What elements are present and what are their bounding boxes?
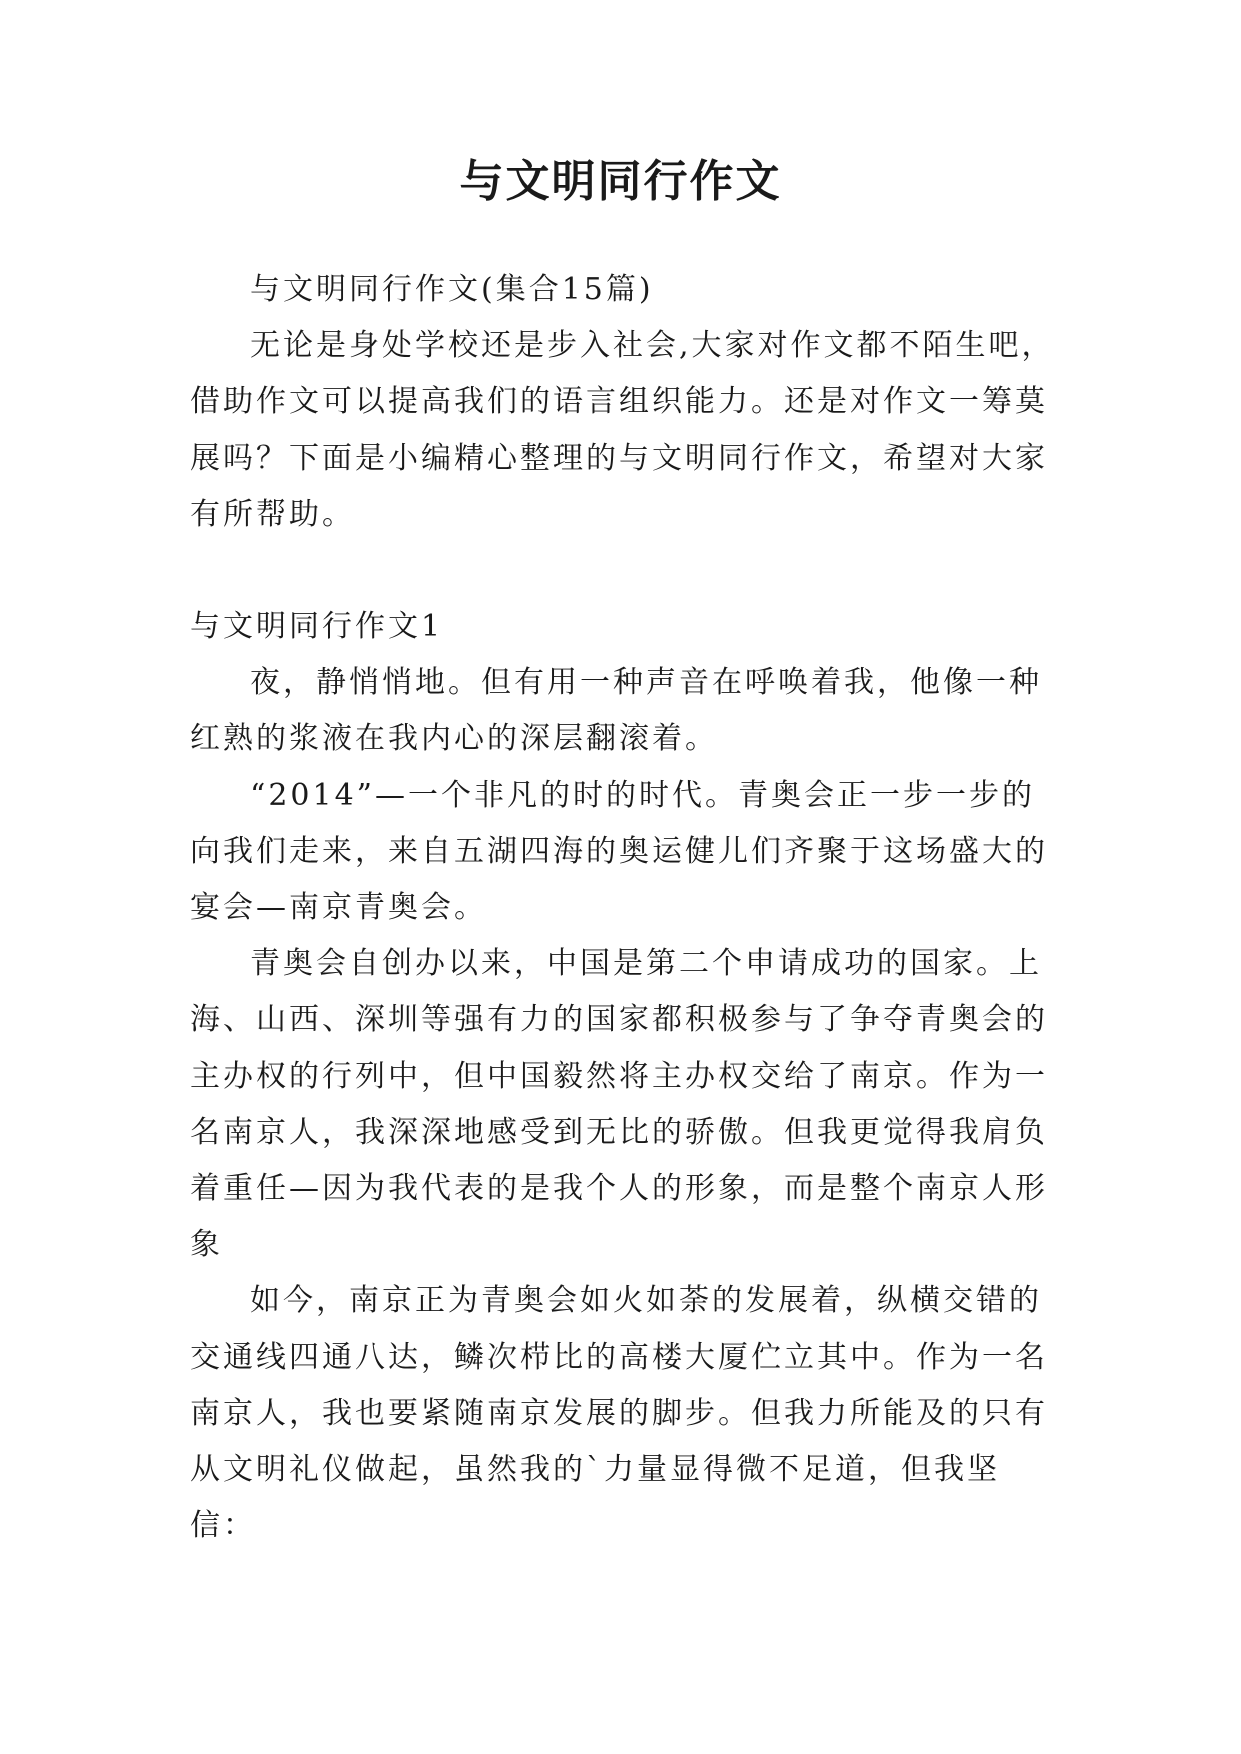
paragraph: 夜，静悄悄地。但有用一种声音在呼唤着我，他像一种红熟的浆液在我内心的深层翻滚着。 [190,665,1042,757]
subtitle: 与文明同行作文(集合15篇) [250,272,654,307]
section-spacer [190,543,1055,599]
section-heading: 与文明同行作文1 [190,609,444,645]
intro-paragraph: 无论是身处学校还是步入社会,大家对作文都不陌生吧，借助作文可以提高我们的语言组织能力。还是对作文一筹莫展吗？下面是小编精心整理的与文明同行作文，希望对大家有所帮助。 [190,328,1055,532]
document-body [190,262,1055,1554]
document-title: 与文明同行作文 [459,156,782,207]
paragraph: “2014”—一个非凡的时的时代。青奥会正一步一步的向我们走来，来自五湖四海的奥运健儿们齐聚于这场盛大的宴会—南京青奥会。 [190,777,1048,926]
paragraph: 如今，南京正为青奥会如火如荼的发展着，纵横交错的交通线四通八达，鳞次栉比的高楼大厦伫立其中。作为一名南京人，我也要紧随南京发展的脚步。但我力所能及的只有从文明礼仪做起，虽然我的`力量显得微不足道，但我坚信： [190,1283,1048,1544]
paragraph: 青奥会自创办以来，中国是第二个申请成功的国家。上海、山西、深圳等强有力的国家都积极参与了争夺青奥会的主办权的行列中，但中国毅然将主办权交给了南京。作为一名南京人，我深深地感受到无比的骄傲。但我更觉得我肩负着重任—因为我代表的是我个人的形象，而是整个南京人形象 [190,946,1048,1263]
